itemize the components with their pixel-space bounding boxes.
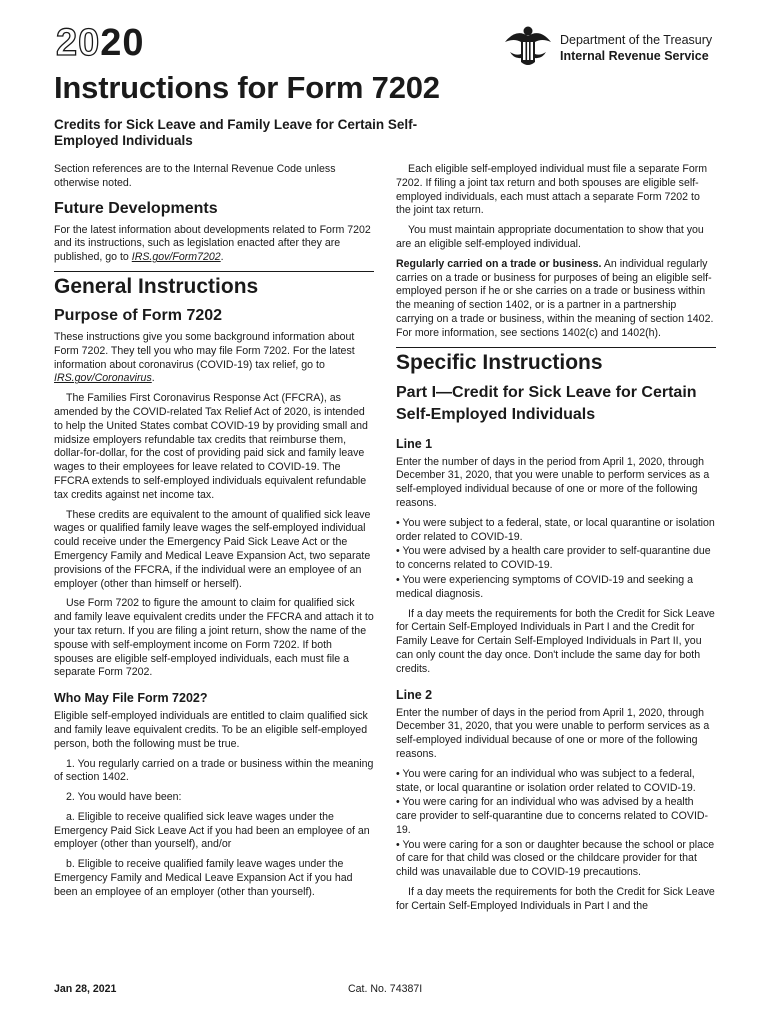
who-item-b: b. Eligible to receive qualified family leave wages under the Emergency Family and Medical Leave Expansion Act if you had been an employee of an employer (other than yourself). xyxy=(54,858,353,898)
who-item-2: 2. You would have been: xyxy=(66,791,182,804)
line1-bullet-1: • You were subject to a federal, state, or local quarantine or isolation order related to COVID-19. xyxy=(396,516,715,543)
line2-paragraph: Enter the number of days in the period from April 1, 2020, through December 31, 2020, that you were unable to perform services as a self-employed individual because of one or more of the following reasons. xyxy=(396,706,710,760)
documentation-paragraph: You must maintain appropriate documentation to show that you are an eligible self-employed individual. xyxy=(396,224,704,250)
purpose-text: These instructions give you some background information about Form 7202. They tell you who may file Form 7202. For the latest information about coronavirus (COVID-19) tax relief, go to xyxy=(54,330,355,371)
general-instructions-heading: General Instructions xyxy=(54,274,259,298)
section-divider xyxy=(396,347,716,348)
part1-heading: Part I—Credit for Sick Leave for Certain Self-Employed Individuals xyxy=(396,383,697,423)
purpose-paragraph-3: These credits are equivalent to the amount of qualified sick leave wages or qualified family leave wages the self-employed individual could receive under the Emergency Paid Sick Leave Act or the Emergency Family and Medical Leave Expansion Act, two separate provisions of the FFCRA, if the individual were an employee of an employer (other than himself or herself). xyxy=(54,508,371,590)
trade-business-run-in: Regularly carried on a trade or business. xyxy=(396,257,602,270)
line1-bullet-3: • You were experiencing symptoms of COVID-19 and seeking a medical diagnosis. xyxy=(396,573,693,600)
line2-bullet-2: • You were caring for an individual who was advised by a health care provider to self-quarantine due to concerns related to COVID-19. xyxy=(396,796,709,836)
line1-paragraph: Enter the number of days in the period from April 1, 2020, through December 31, 2020, that you were unable to perform services as a self-employed individual because of one or more of the following reasons. xyxy=(396,455,710,509)
purpose-paragraph-1 xyxy=(54,331,374,386)
agency-block xyxy=(560,32,712,64)
line2-heading: Line 2 xyxy=(396,687,433,702)
section-divider xyxy=(54,271,374,272)
who-item-a: a. Eligible to receive qualified sick leave wages under the Emergency Paid Sick Leave Act if you had been an employee of an employer (other than yourself), and/or xyxy=(54,810,370,851)
intro-paragraph: Section references are to the Internal Revenue Code unless otherwise noted. xyxy=(54,163,336,189)
left-column xyxy=(54,163,374,906)
year-outline-digits: 20 xyxy=(56,22,101,64)
future-text: For the latest information about developments related to Form 7202 and its instructions, such as legislation enacted after they are published, go to xyxy=(54,223,371,264)
coronavirus-link[interactable]: IRS.gov/Coronavirus xyxy=(54,372,152,385)
year-bold-digits: 20 xyxy=(100,22,145,64)
line1-heading: Line 1 xyxy=(396,436,433,451)
line2-bullet-3: • You were caring for a son or daughter because the school or place of care for that child was closed or the childcare provider for that child was unavailable due to COVID-19 precautions. xyxy=(396,838,715,879)
who-item-1: 1. You regularly carried on a trade or business within the meaning of section 1402. xyxy=(54,757,374,784)
future-developments-heading: Future Developments xyxy=(54,199,218,217)
purpose-paragraph-4: Use Form 7202 to figure the amount to claim for qualified sick and family leave equivalent credits under the FFCRA and attach it to your tax return. If you are filing a joint return, show the name of the spouse with self-employment income on Form 7202. If both spouses are eligible self-employed individuals, each must file a separate Form 7202. xyxy=(54,597,374,679)
trade-business-paragraph xyxy=(396,258,716,341)
future-developments-paragraph xyxy=(54,224,374,265)
footer-catalog-number: Cat. No. 74387I xyxy=(348,983,423,995)
form7202-link[interactable]: IRS.gov/Form7202 xyxy=(131,251,221,264)
line2-bullet-1: • You were caring for an individual who was subject to a federal, state, or local quarantine or isolation order related to COVID-19. xyxy=(396,767,696,794)
agency-name: Internal Revenue Service xyxy=(560,49,709,63)
future-text-end: . xyxy=(220,251,224,264)
line1-bullet-2: • You were advised by a health care provider to self-quarantine due to concerns related to COVID-19. xyxy=(396,545,711,572)
who-may-file-heading: Who May File Form 7202? xyxy=(54,691,208,706)
separate-form-paragraph: Each eligible self-employed individual must file a separate Form 7202. If filing a joint tax return and both spouses are eligible self-employed individuals, each must attach a separate Form 7202 to the joint tax return. xyxy=(396,163,708,217)
line2-paragraph-2: If a day meets the requirements for both the Credit for Sick Leave for Certain Self-Employed Individuals in Part I and the xyxy=(396,886,715,912)
document-subtitle: Credits for Sick Leave and Family Leave for Certain Self-Employed Individuals xyxy=(54,117,418,148)
who-paragraph: Eligible self-employed individuals are entitled to claim qualified sick and family leave equivalent credits. To be an eligible self-employed person, both the following must be true. xyxy=(54,710,368,750)
form-year xyxy=(56,24,145,62)
right-column xyxy=(396,163,716,920)
purpose-heading: Purpose of Form 7202 xyxy=(54,306,223,324)
purpose-text-end: . xyxy=(151,372,155,385)
footer-date: Jan 28, 2021 xyxy=(54,983,117,995)
specific-instructions-heading: Specific Instructions xyxy=(396,350,603,374)
trade-business-text: An individual regularly carries on a trade or business for purposes of being an eligible self-employed person if he or she carries on a trade or business within the meaning of section 1402, or is a partner in a partnership carrying on a trade or business, within the meaning of section 1402. For more information, see sections 1402(c) and 1402(h). xyxy=(396,257,714,339)
document-title: Instructions for Form 7202 xyxy=(54,70,440,105)
department-name: Department of the Treasury xyxy=(560,33,713,47)
purpose-paragraph-2: The Families First Coronavirus Response Act (FFCRA), as amended by the COVID-related Tax Relief Act of 2020, is intended to help the United States combat COVID-19 by providing small and midsize employers refundable tax credits that reimburse them, dollar-for-dollar, for the cost of providing paid sick and family leave wages to their employees for leave related to COVID-19. The FFCRA extends to self-employed individuals equivalent refundable tax credits against net income tax. xyxy=(54,392,368,501)
irs-eagle-logo-icon xyxy=(502,22,554,70)
line1-paragraph-2: If a day meets the requirements for both the Credit for Sick Leave for Certain Self-Employed Individuals in Part I and the Credit for Family Leave for Certain Self-Employed Individuals in Part II, you can only count the day once. Don't include the same day for both credits. xyxy=(396,607,715,675)
